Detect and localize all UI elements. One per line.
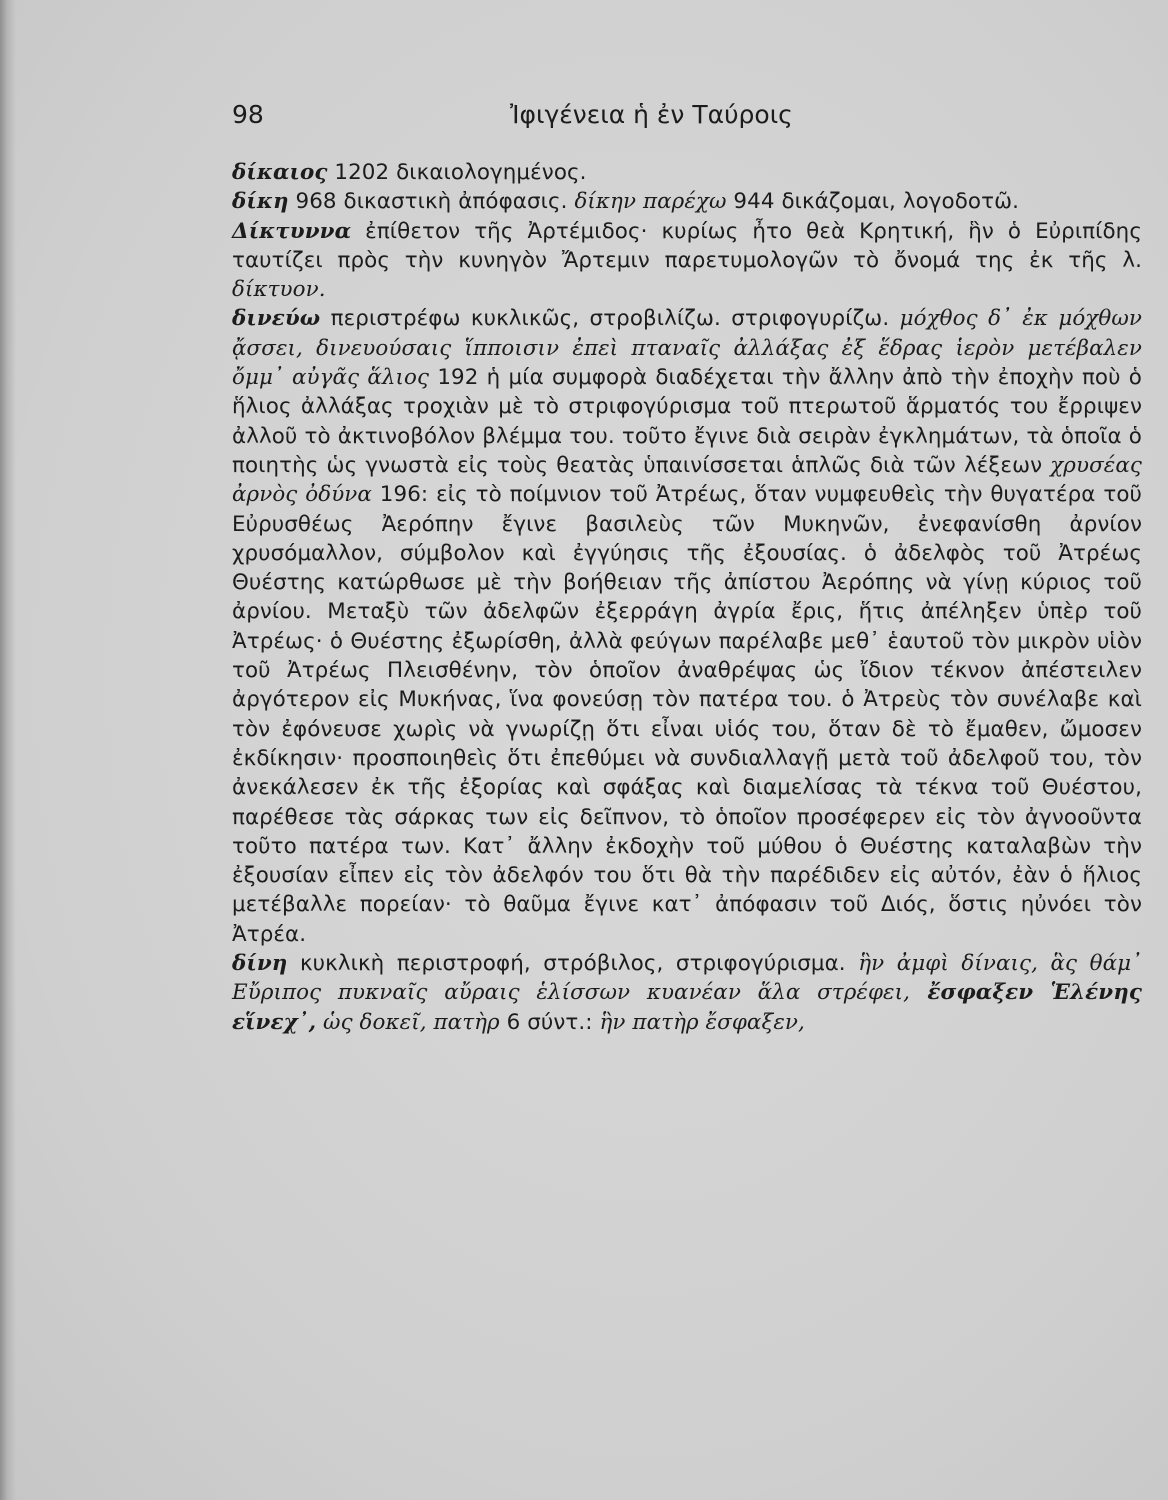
entry-term: δίκαιος	[232, 160, 328, 185]
entry-dine	[232, 949, 1142, 1037]
entry-text: 1202 δικαιολογημένος.	[327, 160, 587, 185]
entry-text: κυκλικὴ περιστροφή, στρόβιλος, στριφογύρισμα.	[287, 951, 859, 977]
entry-dikaios	[232, 158, 1142, 187]
entry-text: 196: εἰς τὸ ποίμνιον τοῦ Ἀτρέως, ὅταν νυμφευθεὶς τὴν θυγατέρα τοῦ Εὐρυσθέως Ἀερόπην ἔγινε βασιλεὺς τῶν Μυκηνῶν, ἐνεφανίσθη ἀρνίον χρυσόμαλλον, σύμβολον καὶ ἐγγύησις τῆς ἐξουσίας. ὁ ἀδελφὸς τοῦ Ἀτρέως Θυέστης κατώρθωσε μὲ τὴν βοήθειαν τῆς ἀπίστου Ἀερόπης νὰ γίνῃ κύριος τοῦ ἀρνίου. Μεταξὺ τῶν ἀδελφῶν ἐξερράγη ἀγρία ἔρις, ἥτις ἀπέληξεν ὑπὲρ τοῦ Ἀτρέως· ὁ Θυέστης ἐξωρίσθη, ἀλλὰ φεύγων παρέλαβε μεθ᾽ ἑαυτοῦ τὸν μικρὸν υἱὸν τοῦ Ἀτρέως Πλεισθένην, τὸν ὁποῖον ἀναθρέψας ὡς ἴδιον τέκνον ἀπέστειλεν ἀργότερον εἰς Μυκήνας, ἵνα φονεύσῃ τὸν πατέρα του. ὁ Ἀτρεὺς τὸν συνέλαβε καὶ τὸν ἐφόνευσε χωρὶς νὰ γνωρίζῃ ὅτι εἶναι υἱός του, ὅταν δὲ τὸ ἔμαθεν, ὤμοσεν ἐκδίκησιν· προσποιηθεὶς ὅτι ἐπεθύμει νὰ συνδιαλλαγῇ μετὰ τοῦ ἀδελφοῦ του, τὸν ἀνεκάλεσεν ἐκ τῆς ἐξορίας καὶ σφάξας καὶ διαμελίσας τὰ τέκνα τοῦ Θυέστου, παρέθεσε τὰς σάρκας των εἰς δεῖπνον, τὸ ὁποῖον προσέφερεν εἰς τὸν ἀγνοοῦντα τοῦτο πατέρα των. Κατ᾽ ἄλλην ἐκδοχὴν τοῦ μύθου ὁ Θυέστης καταλαβὼν τὴν ἐξουσίαν εἶπεν εἰς τὸν ἀδελφόν του ὅτι θὰ τὴν παρέδιδεν εἰς αὐτόν, ἐὰν ὁ ἥλιος μετέβαλλε πορείαν· τὸ θαῦμα ἔγινε κατ᾽ ἀπόφασιν τοῦ Διός, ὅστις ηὐνόει τὸν Ἀτρέα.	[232, 482, 1142, 947]
entry-quote-bold: ἔσφαξεν Ἑλένης εἵνεχ᾽,	[232, 980, 1142, 1035]
entry-text: 6 σύντ.:	[499, 1009, 600, 1035]
glossary-body	[232, 158, 1142, 1037]
entry-text: 968 δικαστικὴ ἀπόφασις.	[288, 189, 575, 215]
entry-quote: ἣν ἀμφὶ δίναις, ἃς θάμ᾽ Εὔριπος πυκναῖς αὔραις ἑλίσσων κυανέαν ἅλα στρέφει,	[232, 951, 1142, 1006]
gutter-shadow	[0, 0, 16, 1500]
entry-term: δίκη	[232, 189, 289, 215]
page-number: 98	[232, 100, 264, 129]
entry-text: 192 ἡ μία συμφορὰ διαδέχεται τὴν ἄλλην ἀπὸ τὴν ἐποχὴν ποὺ ὁ ἥλιος ἀλλάξας τροχιὰν μὲ τὸ στριφογύρισμα τοῦ πτερωτοῦ ἅρματός του ἔρριψεν ἀλλοῦ τὸ ἀκτινοβόλον βλέμμα του. τοῦτο ἔγινε διὰ σειρὰν ἐγκλημάτων, τὰ ὁποῖα ὁ ποιητὴς ὡς γνωστὰ εἰς τοὺς θεατὰς ὑπαινίσσεται ἁπλῶς διὰ τῶν λέξεων	[232, 365, 1142, 478]
entry-quote: ἣν πατὴρ ἔσφαξεν,	[599, 1009, 805, 1035]
entry-text: ἐπίθετον τῆς Ἀρτέμιδος· κυρίως ἦτο θεὰ Κρητική, ἣν ὁ Εὐριπίδης ταυτίζει πρὸς τὴν κυνηγὸν Ἄρτεμιν παρετυμολογῶν τὸ ὄνομά της ἐκ τῆς λ.	[232, 218, 1142, 273]
entry-term: δινεύω	[232, 306, 321, 332]
entry-term: Δίκτυννα	[232, 218, 352, 244]
entry-text: 944 δικάζομαι, λογοδοτῶ.	[726, 189, 1020, 215]
entry-dineuo	[232, 304, 1142, 949]
entry-diktynna	[232, 217, 1142, 305]
entry-dike	[232, 187, 1142, 216]
entry-quote: δίκτυον.	[232, 277, 326, 303]
entry-quote: ὡς δοκεῖ, πατὴρ	[316, 1009, 500, 1035]
entry-quote: δίκην παρέχω	[574, 189, 727, 215]
entry-quote: χρυσέας ἀρνὸς ὀδύνα	[232, 452, 1142, 508]
entry-quote: μόχθος δ᾽ ἐκ μόχθων ᾄσσει, δινευούσαις ἵπποισιν ἐπεὶ πταναῖς ἀλλάξας ἐξ ἕδρας ἱερὸν μετέβαλεν ὄμμ᾽ αὐγᾶς ἅλιος	[232, 306, 1142, 391]
running-title: Ἰφιγένεια ἡ ἐν Ταύροις	[510, 100, 793, 129]
page-header	[232, 100, 832, 140]
entry-term: δίνη	[232, 951, 288, 977]
entry-text: περιστρέφω κυκλικῶς, στροβιλίζω. στριφογυρίζω.	[320, 306, 900, 332]
